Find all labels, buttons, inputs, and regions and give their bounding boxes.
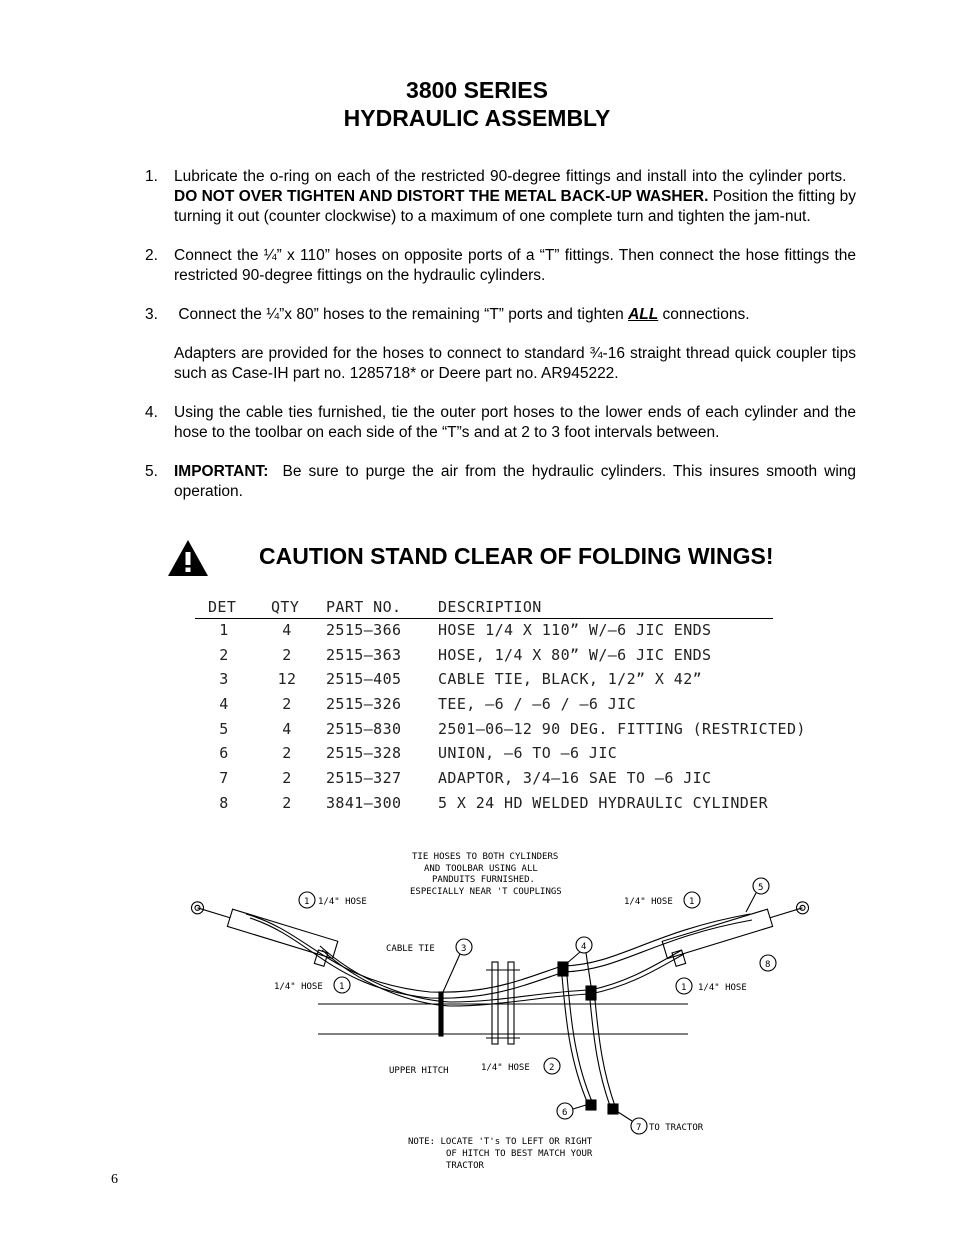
cell-description: UNION, –6 TO –6 JIC [438,744,618,763]
union-fitting [586,1100,596,1110]
bottom-note-line: NOTE: LOCATE 'T's TO LEFT OR RIGHT [408,1137,593,1147]
hose-label: 1/4" HOSE [274,982,323,992]
callout-3-cable-tie [386,939,472,992]
step-text-pre: Connect the ¼”x 80” hoses to the remaining “T” ports and tighten [178,306,624,323]
col-header-part-no: PART NO. [326,598,402,616]
callout-number: 5 [758,883,764,893]
diagram-top-note [410,852,562,897]
callout-number: 7 [636,1123,642,1133]
cell-part-no: 2515–363 [326,645,402,664]
cell-part-no: 2515–405 [326,670,402,689]
cell-qty: 12 [277,670,297,689]
top-note-line: PANDUITS FURNISHED. [432,875,535,885]
parts-table [195,596,815,817]
cell-qty: 2 [282,695,292,714]
callout-2-hose [481,1058,560,1074]
adaptor-fitting [608,1104,618,1114]
callout-1-bottom-right [676,978,747,994]
hose-label: 1/4" HOSE [318,897,367,907]
to-tractor-label: TO TRACTOR [649,1123,704,1133]
step-number: 4. [145,404,158,421]
table-row [195,767,815,792]
cell-qty: 4 [282,719,292,738]
step-2 [145,246,856,286]
step-text-post: connections. [662,306,750,323]
instruction-list [145,167,856,521]
step-text [174,167,856,227]
caution-banner [166,538,866,578]
cell-part-no: 3841–300 [326,793,402,812]
cell-part-no: 2515–327 [326,769,402,788]
cell-det: 3 [219,670,229,689]
cell-qty: 2 [282,744,292,763]
cell-det: 8 [219,793,229,812]
diagram-bottom-note [408,1137,593,1171]
step-1 [145,167,856,227]
table-row [195,792,815,817]
callout-number: 2 [549,1063,555,1073]
hose-line [564,914,750,966]
cell-det: 5 [219,719,229,738]
cell-part-no: 2515–328 [326,744,402,763]
top-note-line: ESPECIALLY NEAR 'T COUPLINGS [410,887,562,897]
cell-description: ADAPTOR, 3/4–16 SAE TO –6 JIC [438,769,712,788]
hose-label: 1/4" HOSE [481,1063,530,1073]
right-cylinder [662,897,810,968]
callout-5-fitting [746,878,769,912]
callout-number: 3 [461,944,467,954]
step-4 [145,403,856,443]
table-row [195,644,815,669]
callout-number: 1 [689,897,695,907]
cell-part-no: 2515–326 [326,695,402,714]
callout-8-cylinder [760,955,776,971]
hose-line [590,950,682,990]
cell-det: 1 [219,621,229,639]
tee-fitting [586,986,596,1000]
step-number: 5. [145,463,158,480]
col-header-qty: QTY [271,598,300,616]
hose-line [320,946,590,1002]
cell-det: 4 [219,695,229,714]
step-adapter-note: Adapters are provided for the hoses to connect to standard ¾-16 straight thread quick coupler tips such as Case-IH part no. 1285718* or Deere part no. AR945222. [174,345,856,382]
callout-number: 8 [765,960,771,970]
table-row [195,742,815,767]
col-header-description: DESCRIPTION [438,598,542,616]
hose-label: 1/4" HOSE [624,897,673,907]
callout-1-bottom-left [274,977,350,993]
step-number: 2. [145,247,158,264]
cell-qty: 4 [282,621,292,639]
table-row [195,619,815,644]
cell-description: CABLE TIE, BLACK, 1/2” X 42” [438,670,703,689]
callout-number: 1 [681,983,687,993]
bottom-note-line: OF HITCH TO BEST MATCH YOUR [446,1149,593,1159]
top-note-line: TIE HOSES TO BOTH CYLINDERS [412,852,559,862]
cell-qty: 2 [282,793,292,812]
callout-number: 4 [581,942,587,952]
page-title-assembly: HYDRAULIC ASSEMBLY [343,105,611,131]
cell-description: 5 X 24 HD WELDED HYDRAULIC CYLINDER [438,793,769,812]
hitch-plate [508,962,514,1044]
cell-description: 2501–06–12 90 DEG. FITTING (RESTRICTED) [438,719,806,738]
cell-part-no: 2515–366 [326,621,402,639]
callout-number: 1 [339,982,345,992]
step-warning-bold: DO NOT OVER TIGHTEN AND DISTORT THE METAL BACK-UP WASHER. [174,188,709,205]
hose-line [590,1000,610,1106]
page-number: 6 [111,1172,118,1187]
parts-table-header [195,596,773,619]
step-emphasis-all: ALL [628,306,659,323]
step-text-post: Position the fitting by turning it out (counter clockwise) to a maximum of one complete turn and tighten the jam-nut. [174,188,856,225]
left-cylinder [190,897,338,968]
cell-qty: 2 [282,645,292,664]
callout-6-union [557,1103,586,1119]
table-row [195,693,815,718]
step-text: Connect the ¼” x 110” hoses on opposite ports of a “T” fittings. Then connect the hose fittings the restricted 90-degree fittings on the hydraulic cylinders. [174,247,856,284]
page-title-series: 3800 SERIES [406,77,548,103]
cell-qty: 2 [282,769,292,788]
cell-det: 6 [219,744,229,763]
step-text [174,305,856,325]
cell-description: HOSE 1/4 X 110” W/–6 JIC ENDS [438,621,712,639]
step-text-post: Be sure to purge the air from the hydraulic cylinders. This insures smooth wing operation. [174,463,856,500]
cable-tie-label: CABLE TIE [386,944,435,954]
cell-part-no: 2515–830 [326,719,402,738]
bottom-note-line: TRACTOR [446,1161,484,1171]
warning-triangle-icon [166,538,210,578]
callout-1-top-right [624,892,700,908]
col-header-det: DET [208,598,237,616]
callout-4-tee [566,937,592,986]
hose-label: 1/4" HOSE [698,983,747,993]
top-note-line: AND TOOLBAR USING ALL [424,864,538,874]
step-important-label: IMPORTANT: [174,463,269,480]
callout-number: 1 [304,897,310,907]
step-3 [145,305,856,384]
caution-text: CAUTION STAND CLEAR OF FOLDING WINGS! [259,543,774,569]
step-text: Using the cable ties furnished, tie the outer port hoses to the lower ends of each cylinder and the hose to the toolbar on each side of the “T”s and at 2 to 3 foot intervals between. [174,404,856,441]
step-number: 3. [145,306,158,323]
cell-det: 2 [219,645,229,664]
callout-7-adaptor [618,1112,704,1134]
step-number: 1. [145,168,158,185]
callout-1-top-left [299,892,367,908]
table-row [195,668,815,693]
hydraulic-hose-diagram [190,842,810,1172]
cell-description: TEE, –6 / –6 / –6 JIC [438,695,637,714]
step-5 [145,462,856,502]
step-text-pre: Lubricate the o-ring on each of the restricted 90-degree fittings and install into the cylinder ports. [174,168,847,185]
table-row [195,718,815,743]
step-text [174,462,856,502]
cell-description: HOSE, 1/4 X 80” W/–6 JIC ENDS [438,645,712,664]
callout-number: 6 [562,1108,568,1118]
upper-hitch-label: UPPER HITCH [389,1066,449,1076]
cell-det: 7 [219,769,229,788]
